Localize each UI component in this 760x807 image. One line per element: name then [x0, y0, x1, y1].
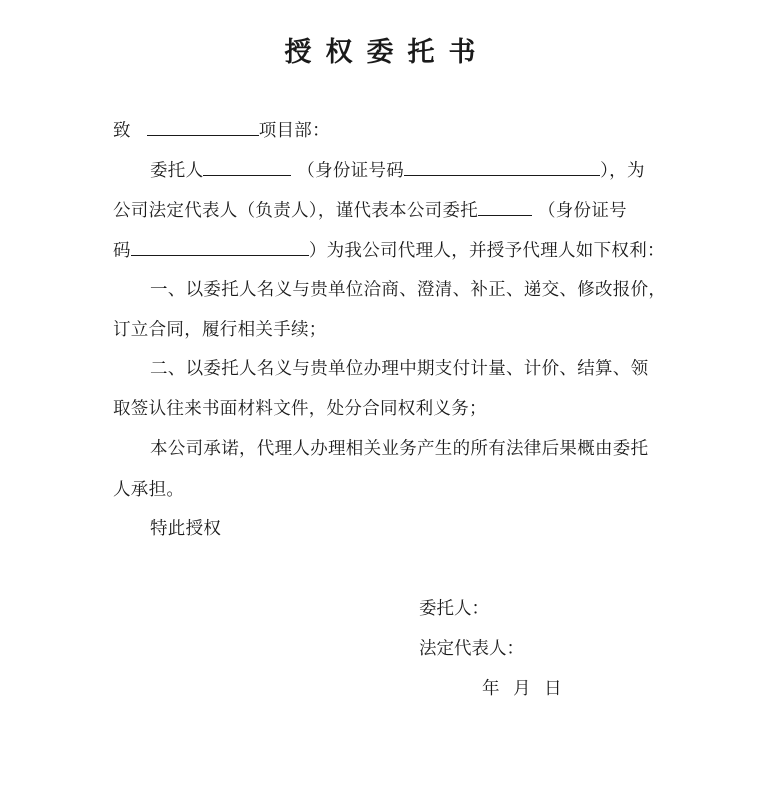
closing-text: 特此授权: [150, 519, 222, 539]
paragraph-1-text: ），为: [600, 161, 645, 181]
item-1-line-1: 一、以委托人名义与贵单位洽商、澄清、补正、递交、修改报价，: [150, 280, 667, 300]
item-2-line-2: 取签认往来书面材料文件，处分合同权利义务；: [113, 399, 487, 419]
paragraph-1-text: ）为我公司代理人，并授予代理人如下权利：: [308, 241, 665, 261]
item-2-line-1: 二、以委托人名义与贵单位办理中期支付计量、计价、结算、领: [150, 359, 649, 379]
principal-label: 委托人: [150, 161, 204, 181]
agent-id-blank: [131, 237, 309, 256]
paragraph-1-line-1: [150, 157, 690, 183]
item-1-line-2: 订立合同，履行相关手续；: [113, 320, 327, 340]
promise-line-2: 人承担。: [113, 480, 185, 500]
id-number-label: （身份证号码: [297, 161, 405, 181]
principal-blank: [203, 157, 291, 176]
addressee-suffix: 项目部：: [258, 121, 330, 141]
principal-id-blank: [404, 157, 600, 176]
paragraph-1-text: 公司法定代表人（负责人），谨代表本公司委托: [113, 201, 479, 221]
project-blank: [147, 117, 259, 136]
agent-blank: [478, 197, 532, 216]
promise-line-1: 本公司承诺，代理人办理相关业务产生的所有法律后果概由委托: [150, 439, 649, 459]
signature-date: 年 月 日: [482, 679, 566, 699]
addressee-prefix: 致: [113, 121, 131, 141]
paragraph-1-line-2: [113, 197, 653, 223]
document-title: 授权委托书: [284, 37, 490, 68]
signature-legal-rep: 法定代表人：: [419, 639, 524, 659]
paragraph-1-line-3: [113, 237, 665, 263]
paragraph-1-text: 码: [113, 241, 131, 261]
signature-principal: 委托人：: [419, 599, 489, 619]
id-number-label: （身份证号: [537, 201, 627, 221]
addressee-line: [113, 117, 653, 143]
